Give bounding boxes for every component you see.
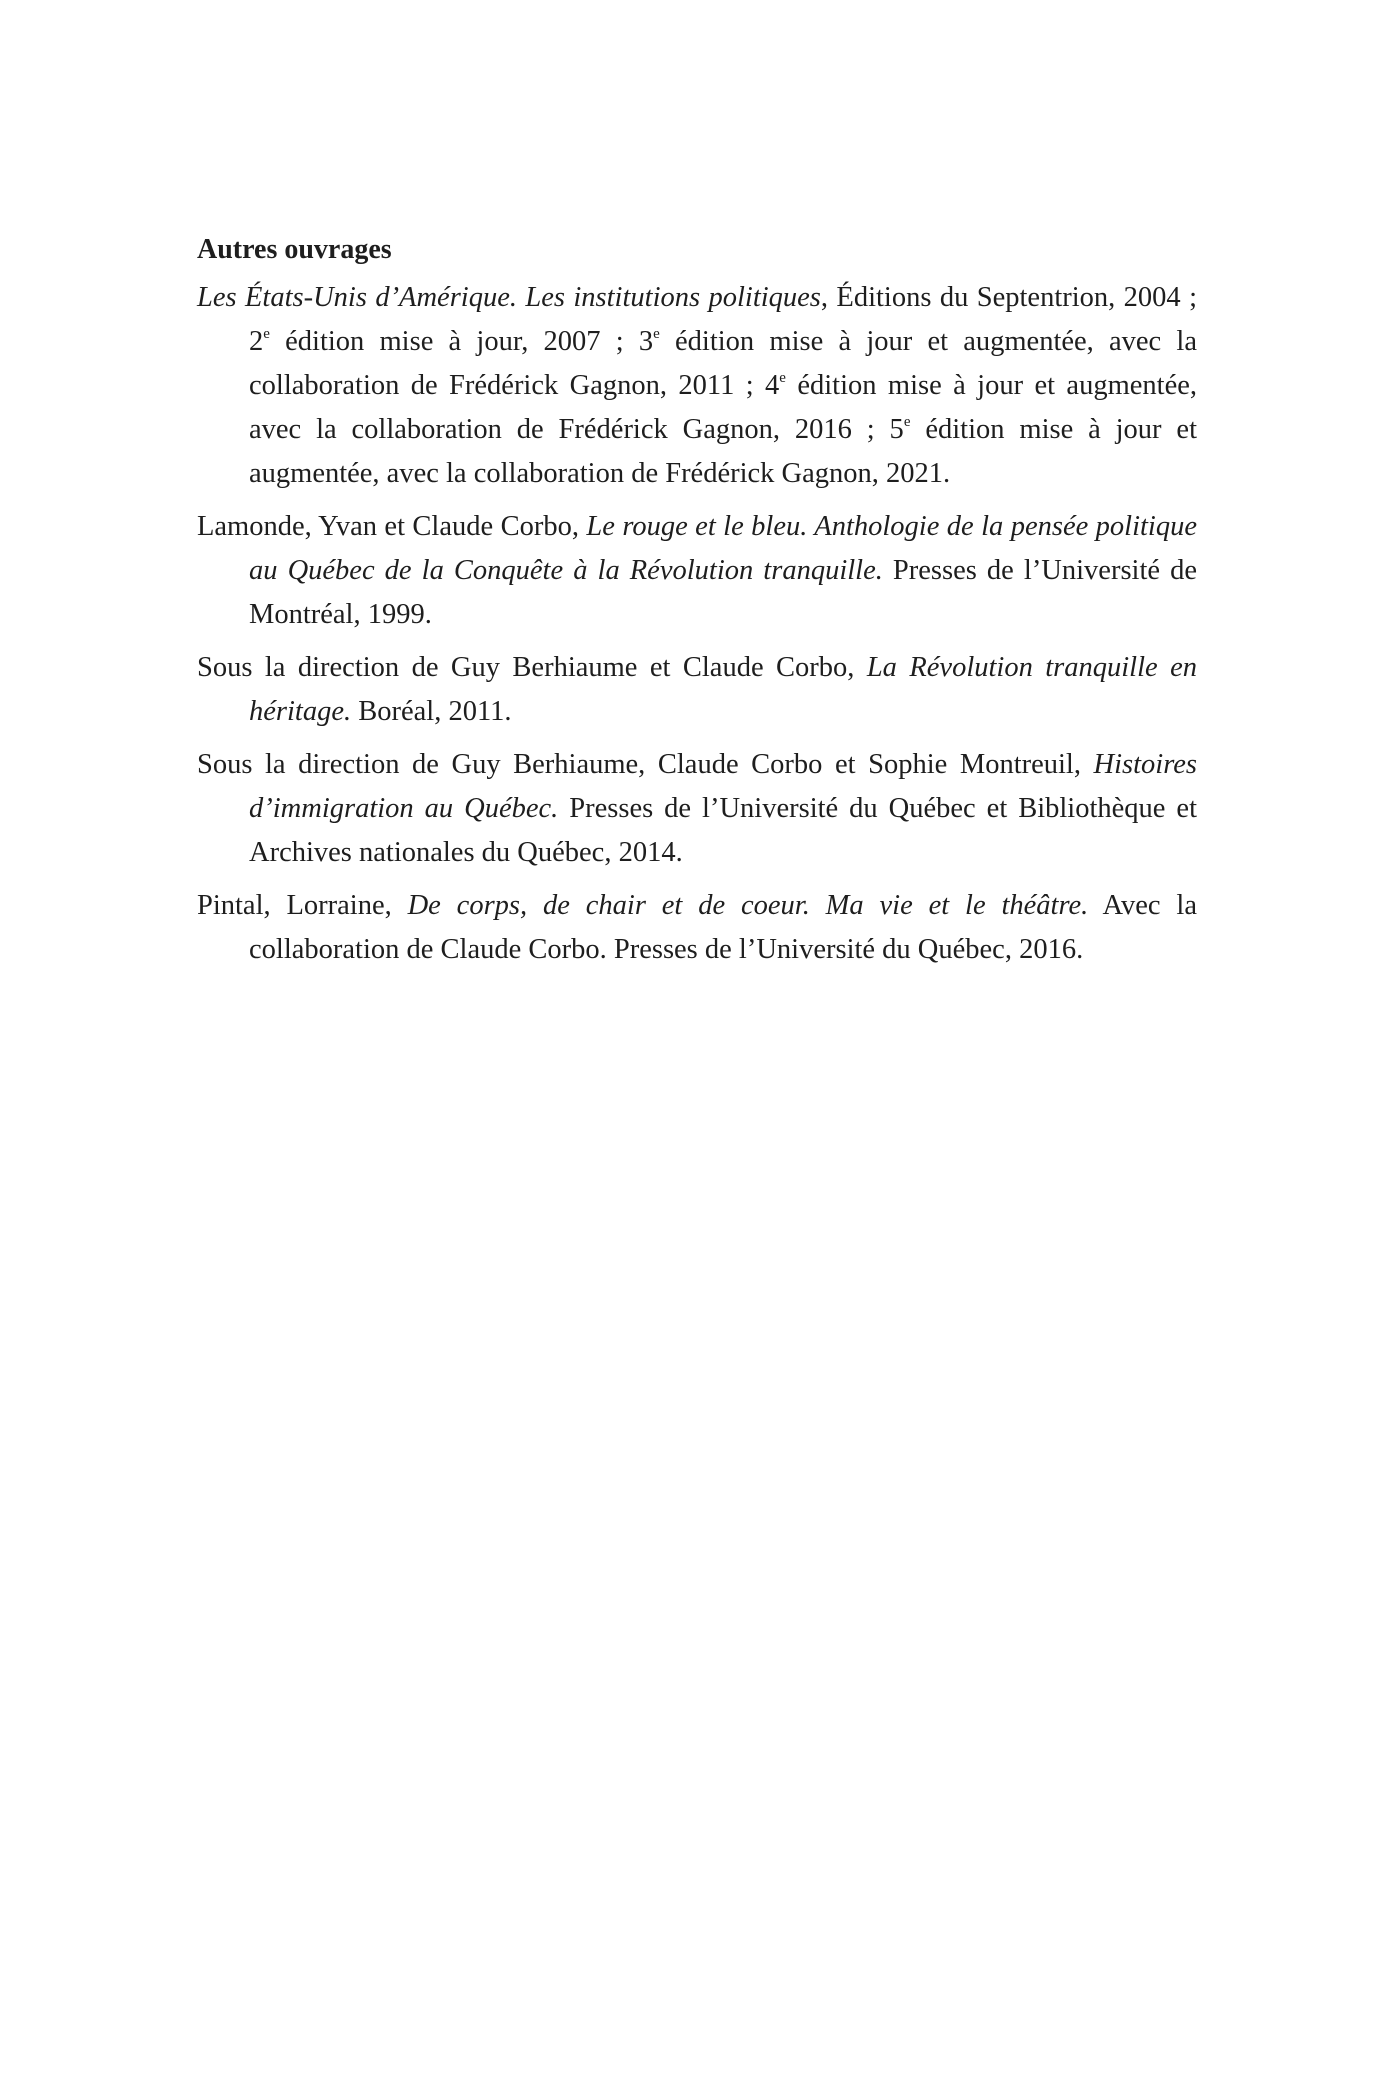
edition-superscript: e <box>903 414 911 430</box>
bibliography-list <box>197 276 1197 972</box>
entry-text: édition mise à jour et augmentée, avec la collaboration de Frédérick Gagnon, 2021. <box>249 414 1197 489</box>
entry-text: Lamonde, Yvan et Claude Corbo, <box>197 511 587 542</box>
entry-text: édition mise à jour, 2007 ; 3 <box>269 326 654 357</box>
entry-text: Boréal, 2011. <box>351 696 512 727</box>
edition-superscript: e <box>263 326 270 342</box>
bibliography-section <box>197 228 1197 981</box>
entry-text: Presses de l’Université de Montréal, 1999. <box>249 555 1198 630</box>
entry-title-text: Les États-Unis d’Amérique. Les institutions politiques <box>197 282 821 313</box>
edition-superscript: e <box>653 326 660 342</box>
bibliography-entry <box>197 884 1197 972</box>
entry-title-text: Le rouge et le bleu. Anthologie de la pensée politique au Québec de la Conquête à la Révolution tranquille. <box>249 511 1197 586</box>
entry-title-text: Histoires d’immigration au Québec. <box>249 749 1197 824</box>
entry-text: édition mise à jour et augmentée, avec la collaboration de Frédérick Gagnon, 2016 ; 5 <box>249 370 1197 445</box>
entry-text: , Éditions du Septentrion, 2004 ; 2 <box>249 282 1197 357</box>
entry-title-text: La Révolution tranquille en héritage. <box>249 652 1197 727</box>
bibliography-entry <box>197 646 1197 734</box>
entry-text: Sous la direction de Guy Berhiaume, Claude Corbo et Sophie Montreuil, <box>197 749 1094 780</box>
edition-superscript: e <box>779 370 786 386</box>
bibliography-entry <box>197 743 1197 875</box>
entry-text: Presses de l’Université du Québec et Bibliothèque et Archives nationales du Québec, 2014. <box>249 793 1197 868</box>
entry-text: Avec la collaboration de Claude Corbo. Presses de l’Université du Québec, 2016. <box>249 890 1197 965</box>
section-heading: Autres ouvrages <box>197 234 392 265</box>
entry-text: Sous la direction de Guy Berhiaume et Claude Corbo, <box>197 652 867 683</box>
bibliography-entry <box>197 276 1197 496</box>
bibliography-entry <box>197 505 1197 637</box>
entry-title-text: De corps, de chair et de coeur. Ma vie et le théâtre. <box>407 890 1089 921</box>
entry-text: édition mise à jour et augmentée, avec la collaboration de Frédérick Gagnon, 2011 ; 4 <box>249 326 1197 401</box>
entry-text: Pintal, Lorraine, <box>197 890 408 921</box>
